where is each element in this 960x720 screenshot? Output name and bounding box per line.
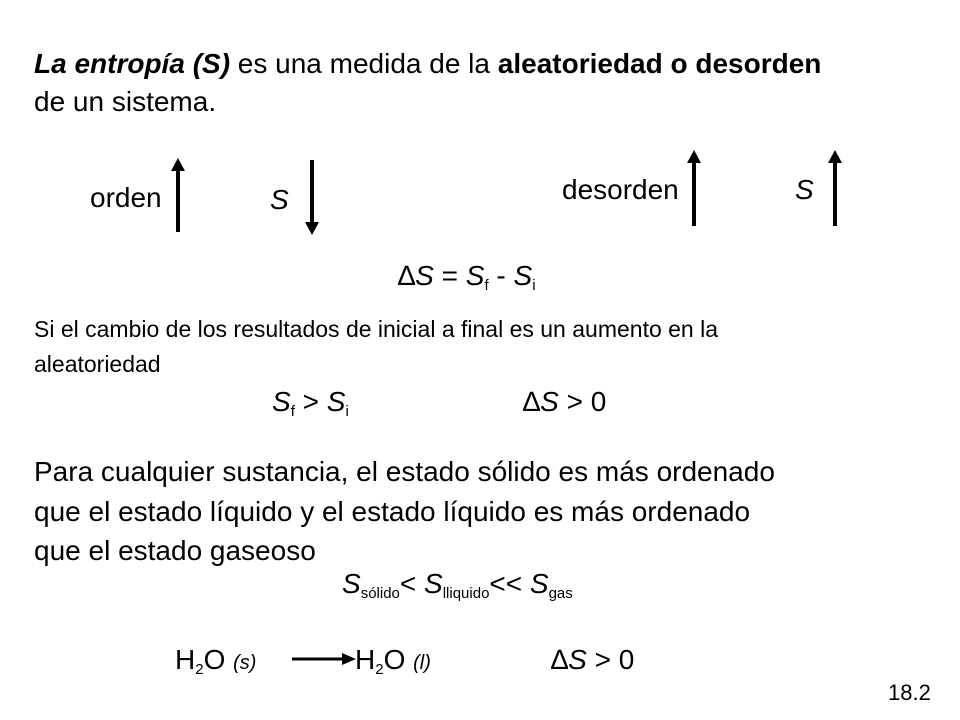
s-label-left: S: [270, 184, 289, 215]
s-down-arrow-icon: [302, 160, 322, 236]
entropy-term: La entropía (S): [34, 48, 231, 79]
randomness-phrase: aleatoriedad o desorden: [497, 48, 822, 79]
intro-line-1: [34, 48, 821, 80]
intro-line-2: de un sistema.: [34, 86, 217, 117]
statement-line-3: que el estado gaseoso: [34, 535, 316, 566]
sf-greater-si: $S_f > S_i$: [272, 386, 349, 420]
condition-line-1: Si el cambio de los resultados de inicial a final es un aumento en la: [34, 316, 719, 342]
slide-number: 18.2: [888, 680, 931, 705]
reaction-delta-s: ∆S > 0: [551, 644, 635, 675]
delta-s-positive: ∆S > 0: [523, 386, 607, 417]
orden-label: orden: [90, 182, 162, 213]
reaction-arrow-icon: [292, 651, 356, 667]
desorden-label: desorden: [562, 174, 679, 205]
s-label-right: S: [795, 174, 814, 205]
entropy-ordering: $S_{sólido}< S_{lliquido}<< S_{gas}$: [342, 568, 573, 602]
orden-up-arrow-icon: [168, 158, 188, 234]
desorden-up-arrow-icon: [684, 150, 704, 228]
reaction-product: $H_2O$ (l): [355, 644, 431, 678]
statement-line-1: Para cualquier sustancia, el estado sólido es más ordenado: [34, 456, 775, 487]
delta-symbol: ∆: [398, 260, 416, 291]
condition-line-2: aleatoriedad: [34, 351, 161, 377]
reaction-reactant: $H_2O$ (s): [175, 644, 257, 678]
statement-line-2: que el estado líquido y el estado líquido es más ordenado: [34, 496, 751, 527]
delta-s-equation: $\Delta S = S_f - S_i$: [398, 260, 536, 294]
s-up-arrow-icon: [825, 150, 845, 228]
intro-text: es una medida de la: [230, 48, 498, 79]
